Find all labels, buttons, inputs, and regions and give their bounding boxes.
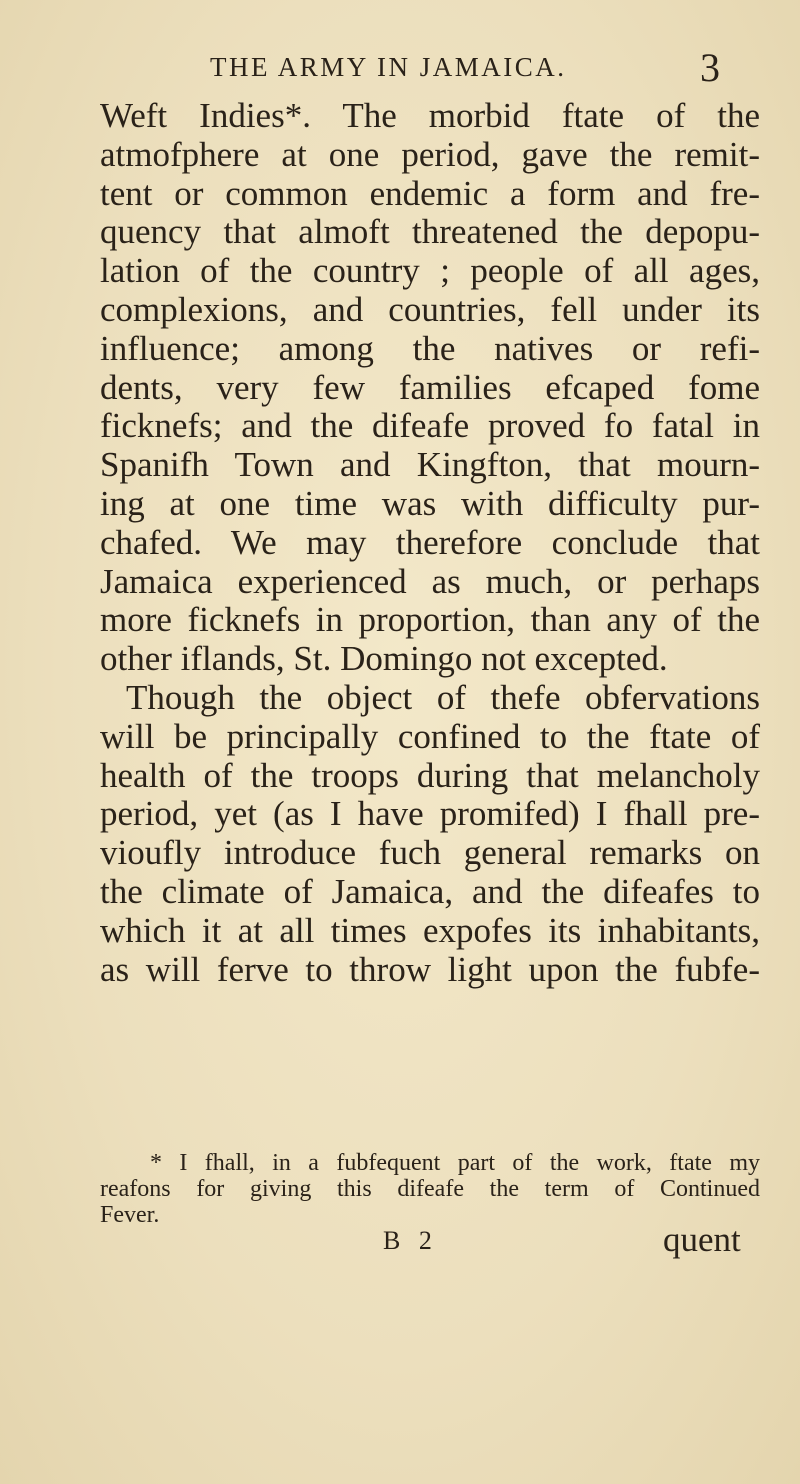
text-line: Weft Indies*. The morbid ftate of the [100,96,760,135]
text-line: health of the troops during that melancholy [100,755,760,795]
text-line: vioufly introduce fuch general remarks on [100,833,760,873]
text-line: dents, very few families efcaped fome [100,367,760,407]
text-line: lation of the country ; people of all ages, [100,251,760,291]
text-line: more ficknefs in proportion, than any of the [100,600,760,640]
catchword: quent [663,1220,741,1259]
footnote-line: Fever. [100,1202,160,1228]
text-line: ficknefs; and the difeafe proved fo fatal in [100,406,760,446]
body-text [100,97,760,989]
text-line: Though the object of thefe obfervations [126,677,760,717]
text-line: Spanifh Town and Kingfton, that mourn- [100,445,760,485]
running-head: THE ARMY IN JAMAICA. [210,52,567,82]
text-line: complexions, and countries, fell under its [100,289,760,329]
text-line: as will ferve to throw light upon the fubfe- [100,949,760,989]
text-line: period, yet (as I have promifed) I fhall pre- [100,794,760,834]
footnote [100,1150,760,1228]
text-line: quency that almoft threatened the depopu- [100,212,760,252]
text-line: tent or common endemic a form and fre- [100,173,760,213]
page-footer [0,1220,800,1266]
text-line: influence; among the natives or refi- [100,328,760,368]
text-line: ing at one time was with difficulty pur- [100,483,760,523]
text-line: other iflands, St. Domingo not excepted. [100,639,668,679]
text-line: will be principally confined to the ftate of [100,716,760,756]
text-line: atmofphere at one period, gave the remit- [100,134,760,174]
page-number: 3 [700,45,720,90]
footnote-line: * I fhall, in a fubfequent part of the work, ftate my [150,1150,760,1176]
text-line: which it at all times expofes its inhabitants, [100,910,760,950]
text-line: the climate of Jamaica, and the difeafes to [100,871,760,911]
text-line: chafed. We may therefore conclude that [100,522,760,562]
signature-mark: B 2 [383,1226,438,1255]
footnote-line: reafons for giving this difeafe the term of Continued [100,1176,760,1202]
text-line: Jamaica experienced as much, or perhaps [100,561,760,601]
